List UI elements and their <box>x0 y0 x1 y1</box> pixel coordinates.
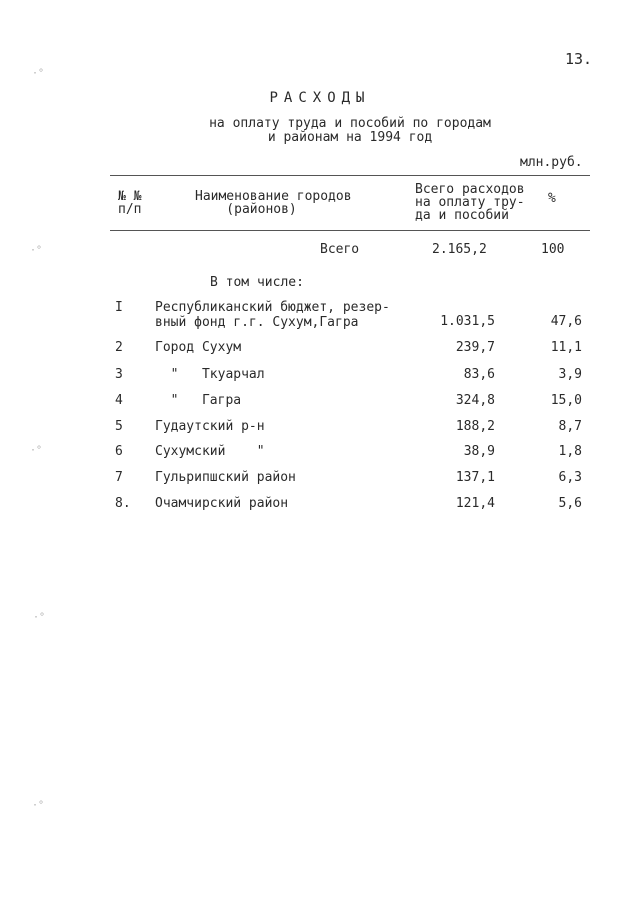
scan-artifact: ·° <box>32 68 45 79</box>
row-number: 6 <box>115 444 123 459</box>
row-number: 2 <box>115 340 123 355</box>
header-name: Наименование городов (районов) <box>195 189 352 217</box>
row-value: 324,8 <box>455 393 495 408</box>
row-value: 239,7 <box>455 340 495 355</box>
row-name: Республиканский бюджет, резер- вный фонд г.г. Сухум,Гагра <box>155 300 390 330</box>
row-name: Сухумский " <box>155 444 265 459</box>
including-label: В том числе: <box>210 275 304 290</box>
row-name: " Гагра <box>155 393 242 408</box>
header-number: № № п/п <box>118 189 142 217</box>
total-value: 2.165,2 <box>432 242 487 257</box>
header-percent: % <box>548 191 556 206</box>
row-percent: 1,8 <box>558 444 582 459</box>
scan-artifact: ·° <box>30 245 43 256</box>
row-value: 137,1 <box>455 470 495 485</box>
row-number: 3 <box>115 367 123 382</box>
row-percent: 15,0 <box>550 393 582 408</box>
row-name: Гудаутский р-н <box>155 419 265 434</box>
row-percent: 8,7 <box>558 419 582 434</box>
row-number: 4 <box>115 393 123 408</box>
subtitle-line-2: и районам на 1994 год <box>267 130 433 145</box>
row-name: Гульрипшский район <box>155 470 296 485</box>
row-name: Очамчирский район <box>155 496 289 511</box>
document-title: РАСХОДЫ <box>269 90 371 106</box>
scan-artifact: ·° <box>30 445 43 456</box>
row-value: 188,2 <box>455 419 495 434</box>
page-number: 13. <box>565 50 593 68</box>
row-value: 121,4 <box>455 496 495 511</box>
row-number: I <box>115 300 123 315</box>
row-percent: 6,3 <box>558 470 582 485</box>
row-percent: 5,6 <box>558 496 582 511</box>
row-name: Город Сухум <box>155 340 242 355</box>
header-total: Всего расходов на оплату тру- да и пособий <box>415 182 525 223</box>
subtitle-line-1: на оплату труда и пособий по городам <box>209 116 491 131</box>
row-name: " Ткуарчал <box>155 367 265 382</box>
row-number: 8. <box>115 496 131 511</box>
total-percent: 100 <box>541 242 565 257</box>
unit-label: млн.руб. <box>520 155 583 170</box>
row-percent: 3,9 <box>558 367 582 382</box>
row-percent: 11,1 <box>550 340 582 355</box>
total-label: Всего <box>320 242 360 257</box>
row-value: 1.031,5 <box>440 314 495 329</box>
document-subtitle <box>200 117 500 145</box>
row-number: 7 <box>115 470 123 485</box>
table-top-rule <box>110 175 590 176</box>
scan-artifact: ·° <box>32 800 45 811</box>
table-header-rule <box>110 230 590 231</box>
row-percent: 47,6 <box>550 314 582 329</box>
row-value: 83,6 <box>463 367 495 382</box>
scan-artifact: ·° <box>33 612 46 623</box>
row-number: 5 <box>115 419 123 434</box>
row-value: 38,9 <box>463 444 495 459</box>
